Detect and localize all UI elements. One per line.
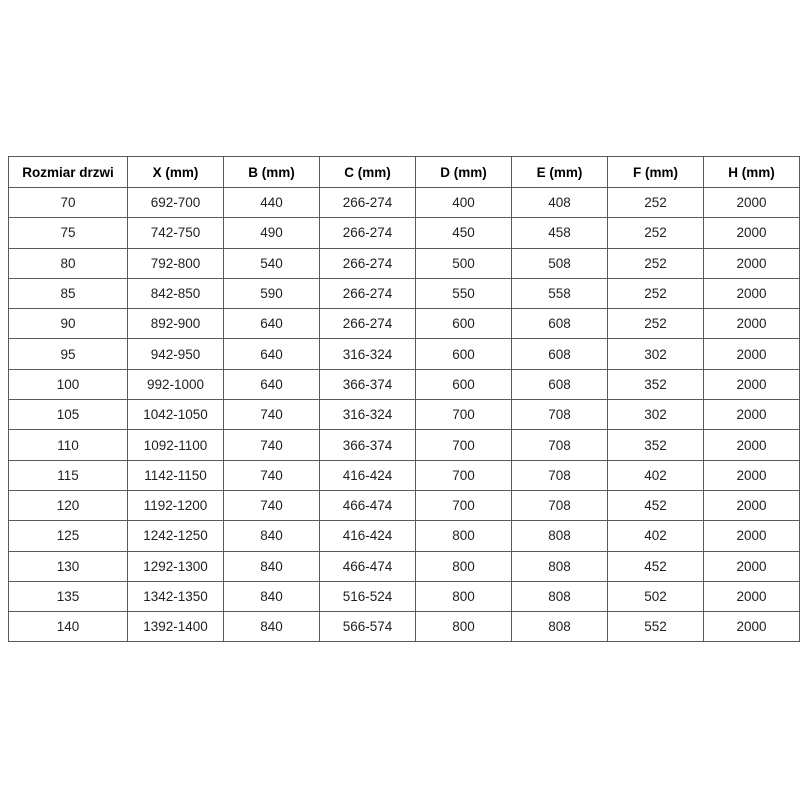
table-header-row [9, 157, 800, 188]
table-cell: 135 [9, 581, 128, 611]
table-cell: 466-474 [320, 551, 416, 581]
table-cell: 640 [224, 309, 320, 339]
table-cell: 840 [224, 521, 320, 551]
table-cell: 740 [224, 430, 320, 460]
table-cell: 100 [9, 369, 128, 399]
table-row [9, 218, 800, 248]
table-cell: 892-900 [128, 309, 224, 339]
table-cell: 550 [416, 278, 512, 308]
table-cell: 700 [416, 400, 512, 430]
table-cell: 416-424 [320, 521, 416, 551]
table-cell: 466-474 [320, 490, 416, 520]
table-cell: 692-700 [128, 188, 224, 218]
table-cell: 2000 [704, 612, 800, 642]
table-header-cell: X (mm) [128, 157, 224, 188]
table-cell: 2000 [704, 218, 800, 248]
table-row [9, 339, 800, 369]
table-cell: 2000 [704, 460, 800, 490]
table-cell: 708 [512, 460, 608, 490]
table-cell: 2000 [704, 278, 800, 308]
table-cell: 90 [9, 309, 128, 339]
table-cell: 1042-1050 [128, 400, 224, 430]
table-header-cell: C (mm) [320, 157, 416, 188]
table-cell: 2000 [704, 551, 800, 581]
table-cell: 1392-1400 [128, 612, 224, 642]
table-cell: 266-274 [320, 309, 416, 339]
table-row [9, 521, 800, 551]
table-cell: 640 [224, 339, 320, 369]
table-row [9, 369, 800, 399]
table-header [9, 157, 800, 188]
table-cell: 992-1000 [128, 369, 224, 399]
table-cell: 252 [608, 218, 704, 248]
table-cell: 450 [416, 218, 512, 248]
table-cell: 808 [512, 581, 608, 611]
table-header-cell: H (mm) [704, 157, 800, 188]
table-cell: 1142-1150 [128, 460, 224, 490]
table-cell: 352 [608, 430, 704, 460]
table-cell: 252 [608, 248, 704, 278]
table-cell: 1292-1300 [128, 551, 224, 581]
table-cell: 1192-1200 [128, 490, 224, 520]
table-cell: 566-574 [320, 612, 416, 642]
table-cell: 408 [512, 188, 608, 218]
table-cell: 440 [224, 188, 320, 218]
table-cell: 600 [416, 369, 512, 399]
table-cell: 416-424 [320, 460, 416, 490]
table-cell: 800 [416, 581, 512, 611]
table-cell: 2000 [704, 430, 800, 460]
table-cell: 842-850 [128, 278, 224, 308]
table-cell: 266-274 [320, 188, 416, 218]
table-cell: 490 [224, 218, 320, 248]
table-cell: 608 [512, 339, 608, 369]
table-row [9, 490, 800, 520]
table-cell: 2000 [704, 581, 800, 611]
table-cell: 508 [512, 248, 608, 278]
table-cell: 458 [512, 218, 608, 248]
table-cell: 800 [416, 551, 512, 581]
table-cell: 800 [416, 521, 512, 551]
table-cell: 2000 [704, 369, 800, 399]
table-row [9, 188, 800, 218]
table-row [9, 612, 800, 642]
table-cell: 540 [224, 248, 320, 278]
table-cell: 252 [608, 188, 704, 218]
table-cell: 266-274 [320, 278, 416, 308]
table-header-cell: E (mm) [512, 157, 608, 188]
table-cell: 130 [9, 551, 128, 581]
table-cell: 590 [224, 278, 320, 308]
table-cell: 95 [9, 339, 128, 369]
table-cell: 808 [512, 551, 608, 581]
table-cell: 366-374 [320, 430, 416, 460]
table-cell: 452 [608, 551, 704, 581]
table-cell: 1242-1250 [128, 521, 224, 551]
table-cell: 252 [608, 278, 704, 308]
table-cell: 302 [608, 400, 704, 430]
table-row [9, 551, 800, 581]
table-cell: 502 [608, 581, 704, 611]
table-cell: 840 [224, 551, 320, 581]
table-cell: 400 [416, 188, 512, 218]
table-cell: 80 [9, 248, 128, 278]
table-cell: 500 [416, 248, 512, 278]
table-cell: 85 [9, 278, 128, 308]
table-cell: 70 [9, 188, 128, 218]
table-cell: 700 [416, 490, 512, 520]
table-cell: 708 [512, 490, 608, 520]
table-cell: 105 [9, 400, 128, 430]
table-cell: 110 [9, 430, 128, 460]
table-row [9, 278, 800, 308]
table-cell: 840 [224, 581, 320, 611]
table-cell: 708 [512, 430, 608, 460]
table-row [9, 430, 800, 460]
table-cell: 2000 [704, 490, 800, 520]
table-cell: 742-750 [128, 218, 224, 248]
table-cell: 516-524 [320, 581, 416, 611]
table-cell: 808 [512, 612, 608, 642]
table-cell: 552 [608, 612, 704, 642]
table-cell: 708 [512, 400, 608, 430]
table-cell: 75 [9, 218, 128, 248]
table-cell: 2000 [704, 339, 800, 369]
table-cell: 266-274 [320, 218, 416, 248]
table-row [9, 581, 800, 611]
table-cell: 316-324 [320, 339, 416, 369]
table-cell: 640 [224, 369, 320, 399]
table-cell: 1342-1350 [128, 581, 224, 611]
table-cell: 700 [416, 430, 512, 460]
table-cell: 740 [224, 400, 320, 430]
table-cell: 600 [416, 309, 512, 339]
table-cell: 452 [608, 490, 704, 520]
table-cell: 366-374 [320, 369, 416, 399]
table-cell: 800 [416, 612, 512, 642]
table-cell: 302 [608, 339, 704, 369]
table-cell: 2000 [704, 400, 800, 430]
table-cell: 700 [416, 460, 512, 490]
table-cell: 352 [608, 369, 704, 399]
table-cell: 316-324 [320, 400, 416, 430]
table-cell: 2000 [704, 309, 800, 339]
table-row [9, 248, 800, 278]
table-cell: 1092-1100 [128, 430, 224, 460]
table-cell: 840 [224, 612, 320, 642]
table-cell: 2000 [704, 248, 800, 278]
table-cell: 115 [9, 460, 128, 490]
table-cell: 266-274 [320, 248, 416, 278]
table-cell: 600 [416, 339, 512, 369]
table-header-cell: F (mm) [608, 157, 704, 188]
table-cell: 120 [9, 490, 128, 520]
table-row [9, 309, 800, 339]
table-cell: 125 [9, 521, 128, 551]
table-cell: 740 [224, 490, 320, 520]
table-cell: 2000 [704, 521, 800, 551]
table-body [9, 188, 800, 642]
table-cell: 558 [512, 278, 608, 308]
table-cell: 252 [608, 309, 704, 339]
table-row [9, 460, 800, 490]
table-cell: 2000 [704, 188, 800, 218]
door-size-table [8, 156, 800, 642]
table-cell: 140 [9, 612, 128, 642]
table-row [9, 400, 800, 430]
table-cell: 608 [512, 309, 608, 339]
table-header-cell: Rozmiar drzwi [9, 157, 128, 188]
table-cell: 740 [224, 460, 320, 490]
table-cell: 792-800 [128, 248, 224, 278]
table-header-cell: B (mm) [224, 157, 320, 188]
table-cell: 808 [512, 521, 608, 551]
table-cell: 402 [608, 521, 704, 551]
table-header-cell: D (mm) [416, 157, 512, 188]
table-cell: 608 [512, 369, 608, 399]
table-cell: 942-950 [128, 339, 224, 369]
table-cell: 402 [608, 460, 704, 490]
